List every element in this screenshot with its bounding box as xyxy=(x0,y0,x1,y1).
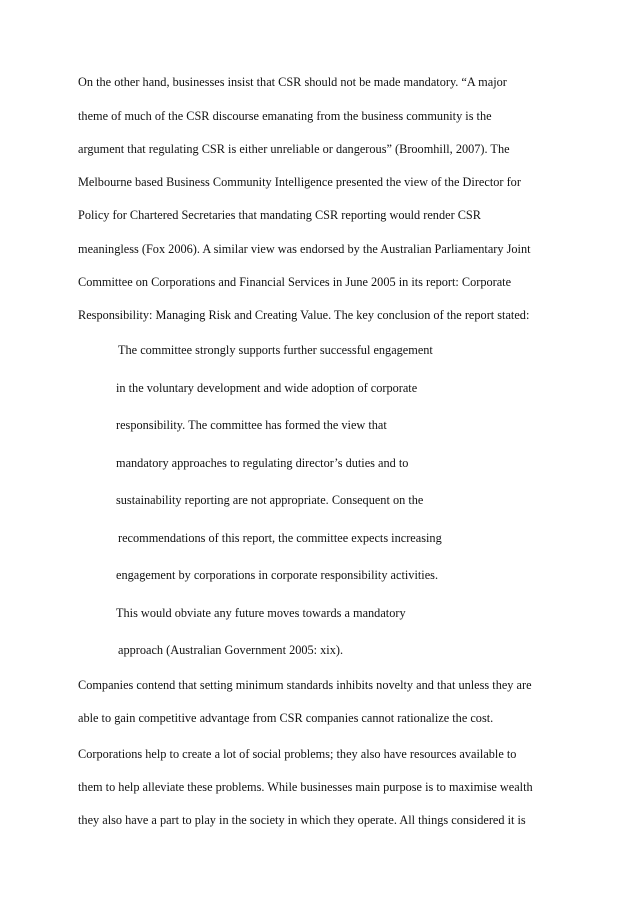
quote-line: The committee strongly supports further successful engagement xyxy=(118,343,433,357)
text-line: Committee on Corporations and Financial Services in June 2005 in its report: Corporate xyxy=(78,275,512,289)
quote-line: This would obviate any future moves towards a mandatory xyxy=(116,606,406,620)
text-line: meaningless (Fox 2006). A similar view was endorsed by the Australian Parliamentary Joint xyxy=(78,242,531,256)
quote-line: in the voluntary development and wide adoption of corporate xyxy=(116,381,418,395)
quote-line: recommendations of this report, the committee expects increasing xyxy=(118,531,442,545)
text-line: Corporations help to create a lot of social problems; they also have resources available to xyxy=(78,747,517,761)
quote-line: engagement by corporations in corporate responsibility activities. xyxy=(116,568,439,582)
text-line: theme of much of the CSR discourse emanating from the business community is the xyxy=(78,109,492,123)
text-line: Melbourne based Business Community Intelligence presented the view of the Director for xyxy=(78,175,521,189)
quote-line: responsibility. The committee has formed the view that xyxy=(116,418,387,432)
quote-line: mandatory approaches to regulating director’s duties and to xyxy=(116,456,409,470)
text-line: Companies contend that setting minimum standards inhibits novelty and that unless they are xyxy=(78,678,532,692)
quote-line: sustainability reporting are not appropriate. Consequent on the xyxy=(116,493,424,507)
quote-line: approach (Australian Government 2005: xix). xyxy=(118,643,344,657)
text-line: argument that regulating CSR is either unreliable or dangerous” (Broomhill, 2007). The xyxy=(78,142,510,156)
text-line: they also have a part to play in the society in which they operate. All things considered it is xyxy=(78,813,526,827)
text-line: able to gain competitive advantage from CSR companies cannot rationalize the cost. xyxy=(78,711,494,725)
text-line: them to help alleviate these problems. While businesses main purpose is to maximise wealth xyxy=(78,780,533,794)
text-line: Policy for Chartered Secretaries that mandating CSR reporting would render CSR xyxy=(78,208,481,222)
text-line: On the other hand, businesses insist that CSR should not be made mandatory. “A major xyxy=(78,75,507,89)
text-line: Responsibility: Managing Risk and Creating Value. The key conclusion of the report stated: xyxy=(78,308,530,322)
